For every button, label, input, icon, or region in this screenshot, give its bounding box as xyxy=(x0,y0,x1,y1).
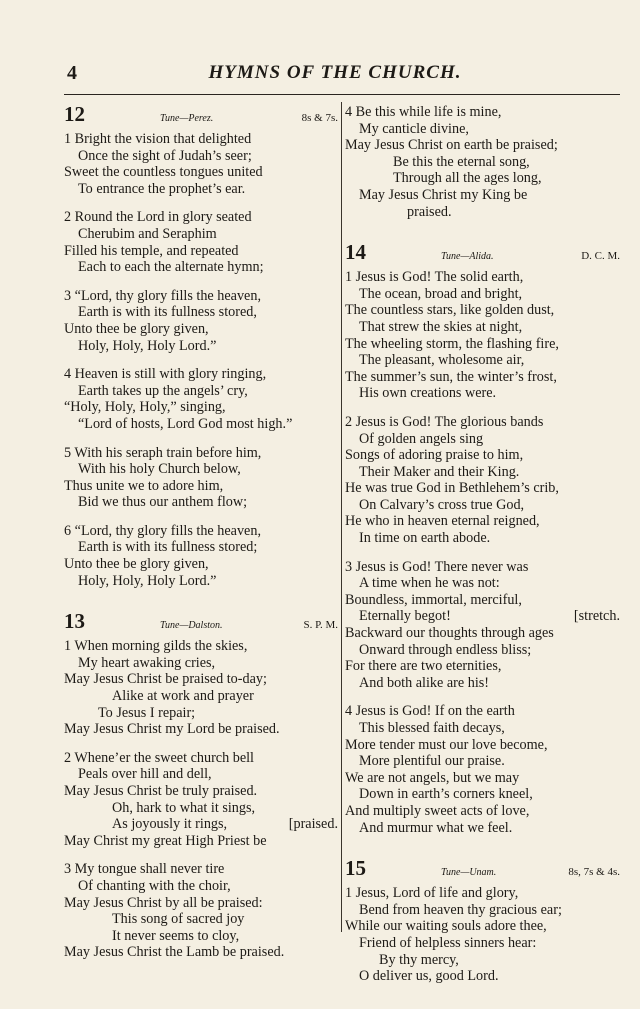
verse-line: It never seems to cloy, xyxy=(112,927,240,944)
verse-line: Down in earth’s corners kneel, xyxy=(359,786,533,803)
verse-line: The wheeling storm, the flashing fire, xyxy=(345,335,559,352)
verse-line: Unto thee be glory given, xyxy=(64,320,209,337)
verse-line: May Jesus Christ be truly praised. xyxy=(64,783,258,799)
hymn-header xyxy=(345,856,620,881)
stanza xyxy=(345,703,620,836)
tune-name: Tune—Dalston. xyxy=(160,620,223,632)
verse-line: My heart awaking cries, xyxy=(78,654,216,671)
verse-line: Holy, Holy, Holy Lord.” xyxy=(78,337,217,354)
tune-name: Tune—Alida. xyxy=(441,251,494,263)
verse-line: This song of sacred joy xyxy=(112,911,245,928)
turnover-text: [praised. xyxy=(288,816,338,833)
verse-line: More tender must our love become, xyxy=(345,736,548,753)
verse-line xyxy=(64,816,338,833)
verse-line: 1 Jesus, Lord of life and glory, xyxy=(345,885,519,902)
verse-line: His own creations were. xyxy=(359,385,497,402)
verse-line: A time when he was not: xyxy=(359,575,500,592)
verse-line: Cherubim and Seraphim xyxy=(78,225,217,242)
verse-line: He who in heaven eternal reigned, xyxy=(345,513,540,530)
verse-line: He was true God in Bethlehem’s crib, xyxy=(345,480,559,497)
verse-line: 1 When morning gilds the skies, xyxy=(64,638,248,655)
verse-line: Be this the eternal song, xyxy=(393,153,530,170)
verse-line: Thus unite we to adore him, xyxy=(64,477,224,494)
hymn-number: 13 xyxy=(64,609,85,634)
hymn-header xyxy=(64,102,338,127)
hymn-number: 14 xyxy=(345,240,366,265)
stanza xyxy=(345,414,620,547)
verse-line: Each to each the alternate hymn; xyxy=(78,259,264,276)
verse-line: 3 “Lord, thy glory fills the heaven, xyxy=(64,287,261,304)
verse-line: Earth takes up the angels’ cry, xyxy=(78,382,248,399)
stanza xyxy=(345,104,620,220)
verse-line-text: As joyously it rings, xyxy=(112,816,228,833)
running-title: HYMNS OF THE CHURCH. xyxy=(208,62,462,83)
verse-line: May Jesus Christ my King be xyxy=(359,186,528,203)
verse-line: With his holy Church below, xyxy=(78,461,241,478)
verse-line: 3 My tongue shall never tire xyxy=(64,861,225,878)
verse-line: 2 Round the Lord in glory seated xyxy=(64,209,252,226)
tune-name: Tune—Unam. xyxy=(441,867,497,879)
verse-line: 2 Whene’er the sweet church bell xyxy=(64,749,255,766)
stanza xyxy=(64,288,338,354)
verse-line: 1 Bright the vision that delighted xyxy=(64,131,252,147)
hymn-14 xyxy=(345,240,620,836)
verse-line: The summer’s sun, the winter’s frost, xyxy=(345,368,557,385)
meter: S. P. M. xyxy=(303,619,338,632)
verse-line: Backward our thoughts through ages xyxy=(345,625,554,642)
verse-line: On Calvary’s cross true God, xyxy=(359,496,525,513)
meter: 8s & 7s. xyxy=(301,112,338,124)
verse-line: The countless stars, like golden dust, xyxy=(345,302,555,319)
verse-line: May Jesus Christ on earth be praised; xyxy=(345,137,558,154)
verse-line: Holy, Holy, Holy Lord.” xyxy=(78,572,217,589)
verse-line: 5 With his seraph train before him, xyxy=(64,444,262,461)
verse-line: May Jesus Christ by all be praised: xyxy=(64,894,263,911)
stanza xyxy=(345,559,620,692)
verse-line: Friend of helpless sinners hear: xyxy=(359,934,537,951)
verse-line: To entrance the prophet’s ear. xyxy=(78,180,246,197)
verse-line: This blessed faith decays, xyxy=(359,720,505,736)
verse-line: My canticle divine, xyxy=(359,120,469,137)
verse-line: O deliver us, good Lord. xyxy=(359,968,499,985)
hymn-header xyxy=(64,609,338,634)
verse-line: Unto thee be glory given, xyxy=(64,556,209,573)
verse-line: Earth is with its fullness stored; xyxy=(78,539,258,556)
verse-line: Songs of adoring praise to him, xyxy=(345,447,524,464)
verse-line: “Holy, Holy, Holy,” singing, xyxy=(64,399,226,416)
header-rule xyxy=(64,94,620,95)
stanza xyxy=(345,269,620,402)
verse-line: Bid we thus our anthem flow; xyxy=(78,494,248,511)
verse-line: And murmur what we feel. xyxy=(359,819,513,836)
verse-line: The pleasant, wholesome air, xyxy=(359,352,525,369)
stanza xyxy=(64,366,338,432)
meter: D. C. M. xyxy=(581,250,620,263)
tune-name: Tune—Perez. xyxy=(160,113,214,124)
verse-line: 1 Jesus is God! The solid earth, xyxy=(345,269,524,286)
verse-line: Earth is with its fullness stored, xyxy=(78,304,257,321)
stanza xyxy=(345,885,620,985)
verse-line: Of chanting with the choir, xyxy=(78,877,231,894)
verse-line: Through all the ages long, xyxy=(393,170,542,187)
verse-line: By thy mercy, xyxy=(379,951,459,968)
verse-line xyxy=(345,608,620,625)
verse-line: Oh, hark to what it sings, xyxy=(112,799,256,816)
hymn-15 xyxy=(345,856,620,985)
verse-line: Bend from heaven thy gracious ear; xyxy=(359,901,562,918)
verse-line: May Christ my great High Priest be xyxy=(64,832,267,849)
verse-line: Boundless, immortal, merciful, xyxy=(345,591,522,608)
verse-line: 6 “Lord, thy glory fills the heaven, xyxy=(64,522,261,539)
stanza xyxy=(64,131,338,197)
hymn-number: 15 xyxy=(345,856,366,881)
left-column xyxy=(64,100,338,961)
verse-line: Peals over hill and dell, xyxy=(78,766,212,783)
verse-line: May Jesus Christ be praised to-day; xyxy=(64,671,267,688)
verse-line: More plentiful our praise. xyxy=(359,753,505,770)
verse-line: “Lord of hosts, Lord God most high.” xyxy=(78,415,293,432)
verse-line: For there are two eternities, xyxy=(345,658,502,675)
hymn-13-continued xyxy=(345,104,620,220)
right-column xyxy=(345,100,620,985)
verse-line: Onward through endless bliss; xyxy=(359,641,532,658)
verse-line: May Jesus Christ my Lord be praised. xyxy=(64,721,280,738)
page-number: 4 xyxy=(67,62,77,84)
stanza xyxy=(64,861,338,961)
stanza xyxy=(64,638,338,738)
verse-line: And both alike are his! xyxy=(359,674,490,691)
verse-line: 4 Be this while life is mine, xyxy=(345,104,502,120)
hymn-number: 12 xyxy=(64,102,85,126)
verse-line: 4 Heaven is still with glory ringing, xyxy=(64,366,267,383)
verse-line: 3 Jesus is God! There never was xyxy=(345,558,529,575)
turnover-text: [stretch. xyxy=(573,608,620,625)
verse-line: Their Maker and their King. xyxy=(359,463,520,480)
verse-line: To Jesus I repair; xyxy=(98,704,196,721)
verse-line: May Jesus Christ the Lamb be praised. xyxy=(64,944,285,961)
stanza xyxy=(64,209,338,275)
verse-line: Of golden angels sing xyxy=(359,430,484,447)
verse-line: And multiply sweet acts of love, xyxy=(345,802,530,819)
verse-line: Alike at work and prayer xyxy=(112,688,254,705)
verse-line: While our waiting souls adore thee, xyxy=(345,918,547,935)
verse-line: 2 Jesus is God! The glorious bands xyxy=(345,413,544,430)
hymn-12 xyxy=(64,102,338,589)
stanza xyxy=(64,445,338,511)
stanza xyxy=(64,750,338,850)
stanza xyxy=(64,523,338,589)
hymn-13 xyxy=(64,609,338,961)
verse-line: We are not angels, but we may xyxy=(345,769,520,786)
verse-line: Filled his temple, and repeated xyxy=(64,242,239,259)
verse-line: Sweet the countless tongues united xyxy=(64,164,263,181)
verse-line: praised. xyxy=(407,203,452,220)
verse-line: The ocean, broad and bright, xyxy=(359,285,523,302)
verse-line: Once the sight of Judah’s seer; xyxy=(78,147,252,164)
column-divider xyxy=(341,102,342,932)
verse-line: That strew the skies at night, xyxy=(359,318,523,335)
verse-line-text: Eternally begot! xyxy=(359,608,451,625)
hymn-header xyxy=(345,240,620,265)
meter: 8s, 7s & 4s. xyxy=(568,866,620,879)
verse-line: 4 Jesus is God! If on the earth xyxy=(345,703,515,720)
verse-line: In time on earth abode. xyxy=(359,530,491,547)
